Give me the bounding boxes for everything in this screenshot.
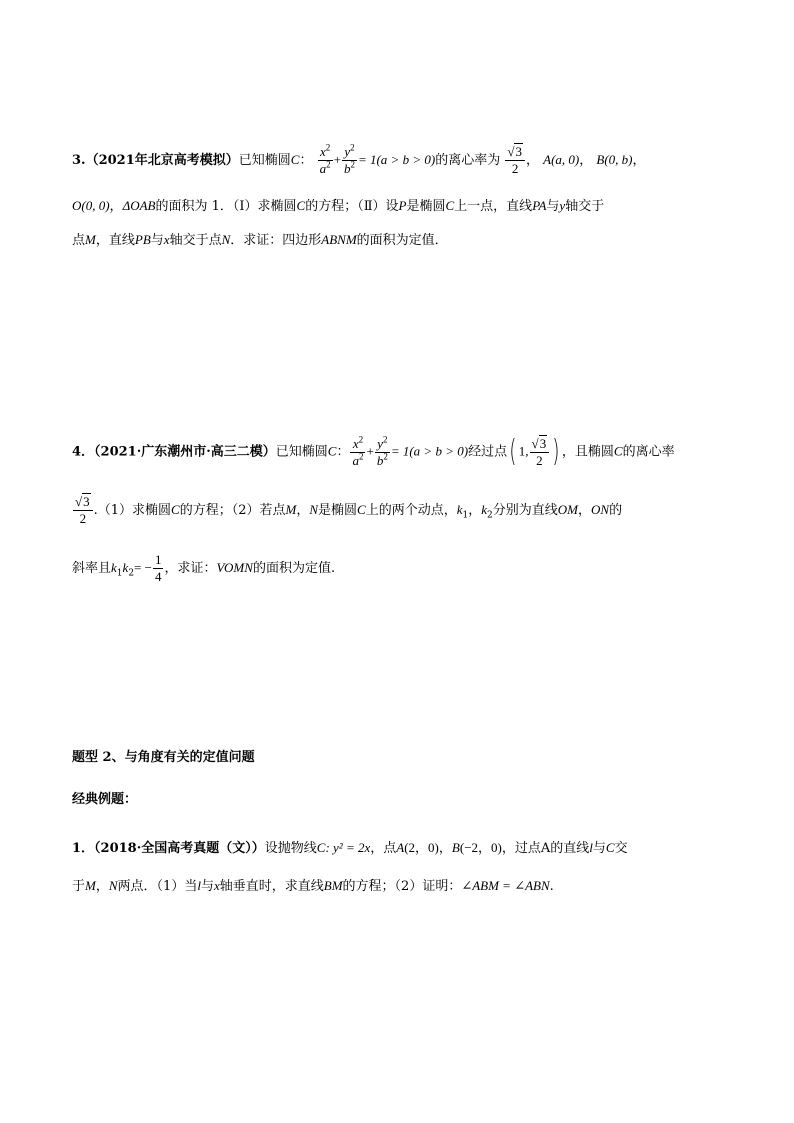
- fraction-y2-b2: $\frac{y^2}{b^2}$: [343, 142, 355, 176]
- left-paren: (: [509, 434, 517, 469]
- problem-3-line-1: 3.（2021年北京高考模拟）已知椭圆C： $\frac{x^2}{a^2}$ + $\frac{y^2}{b^2}$ = 1(a > b > 0)的离心率为 $\frac{√3}{2}$ ， A(a, 0)， B(0, b)，: [72, 142, 646, 176]
- text: 的离心率为: [435, 153, 501, 168]
- fraction-y2-b2: $\frac{y^2}{b^2}$: [376, 434, 388, 468]
- triangle-oab: ΔOAB: [122, 198, 156, 213]
- point-o: O(0, 0): [72, 198, 110, 213]
- text: ：: [299, 153, 313, 168]
- point-y-fraction: $\frac{√3}{2}$: [530, 436, 550, 469]
- section-title: 题型 2、与角度有关的定值问题: [72, 750, 255, 765]
- problem-4-line-1: 4．（2021·广东潮州市·高三二模）已知椭圆C： $\frac{x^2}{a^2}$ + $\frac{y^2}{b^2}$ = 1(a > b > 0)经过点( 1, $\frac{√3}{2}$ ) ，且椭圆C的离心率: [72, 432, 675, 472]
- problem-source: （2021年北京高考模拟）: [85, 153, 239, 168]
- right-paren: ): [552, 434, 560, 469]
- problem-source: （2018·全国高考真题（文））: [94, 841, 265, 856]
- math-var: C: [290, 152, 300, 167]
- section-subtitle: 经典例题：: [72, 792, 138, 807]
- fraction-one-quarter: $\frac{1}{4}$: [154, 552, 162, 584]
- problem-1-line-1: 1．（2018·全国高考真题（文））设抛物线C: y² = 2x，点A(2，0)，B(−2，0)，过点A的直线l与C交: [72, 840, 628, 856]
- problem-1-line-2: 于M，N两点．（1）当l与x轴垂直时，求直线BM的方程；（2）证明：∠ABM = ∠ABN.: [72, 878, 554, 894]
- eccentricity-fraction: $\frac{√3}{2}$: [505, 144, 525, 177]
- text: 已知椭圆: [238, 153, 291, 168]
- problem-number: 3.: [72, 153, 86, 168]
- problem-3-line-2: O(0, 0)，ΔOAB的面积为 1．（Ⅰ）求椭圆C的方程；（Ⅱ）设P是椭圆C上一点，直线PA与y轴交于: [72, 198, 605, 214]
- point-b: B(0, b): [596, 152, 633, 167]
- fraction-x2-a2: $\frac{x^2}{a^2}$: [352, 434, 364, 468]
- point-a: A(a, 0): [543, 152, 580, 167]
- problem-3-line-3: 点M，直线PB与x轴交于点N．求证：四边形ABNM的面积为定值．: [72, 232, 448, 248]
- fraction-x2-a2: $\frac{x^2}{a^2}$: [319, 142, 331, 176]
- problem-source: （2021·广东潮州市·高三二模）: [94, 444, 276, 460]
- eccentricity-fraction: $\frac{√3}{2}$: [73, 494, 93, 527]
- equation-rhs: = 1(a > b > 0): [357, 152, 436, 167]
- problem-4-line-3: 斜率且$k_1k_2=$ − $\frac{1}{4}$ ，求证：VOMN的面积为定值.: [72, 552, 336, 584]
- problem-number: 4．: [72, 444, 95, 460]
- problem-4-line-2: $\frac{√3}{2}$ .（1）求椭圆C的方程；（2）若点M，N是椭圆C上的两个动点，$k_1$，$k_2$分别为直线OM，ON的: [75, 494, 623, 526]
- problem-number: 1．: [72, 841, 95, 856]
